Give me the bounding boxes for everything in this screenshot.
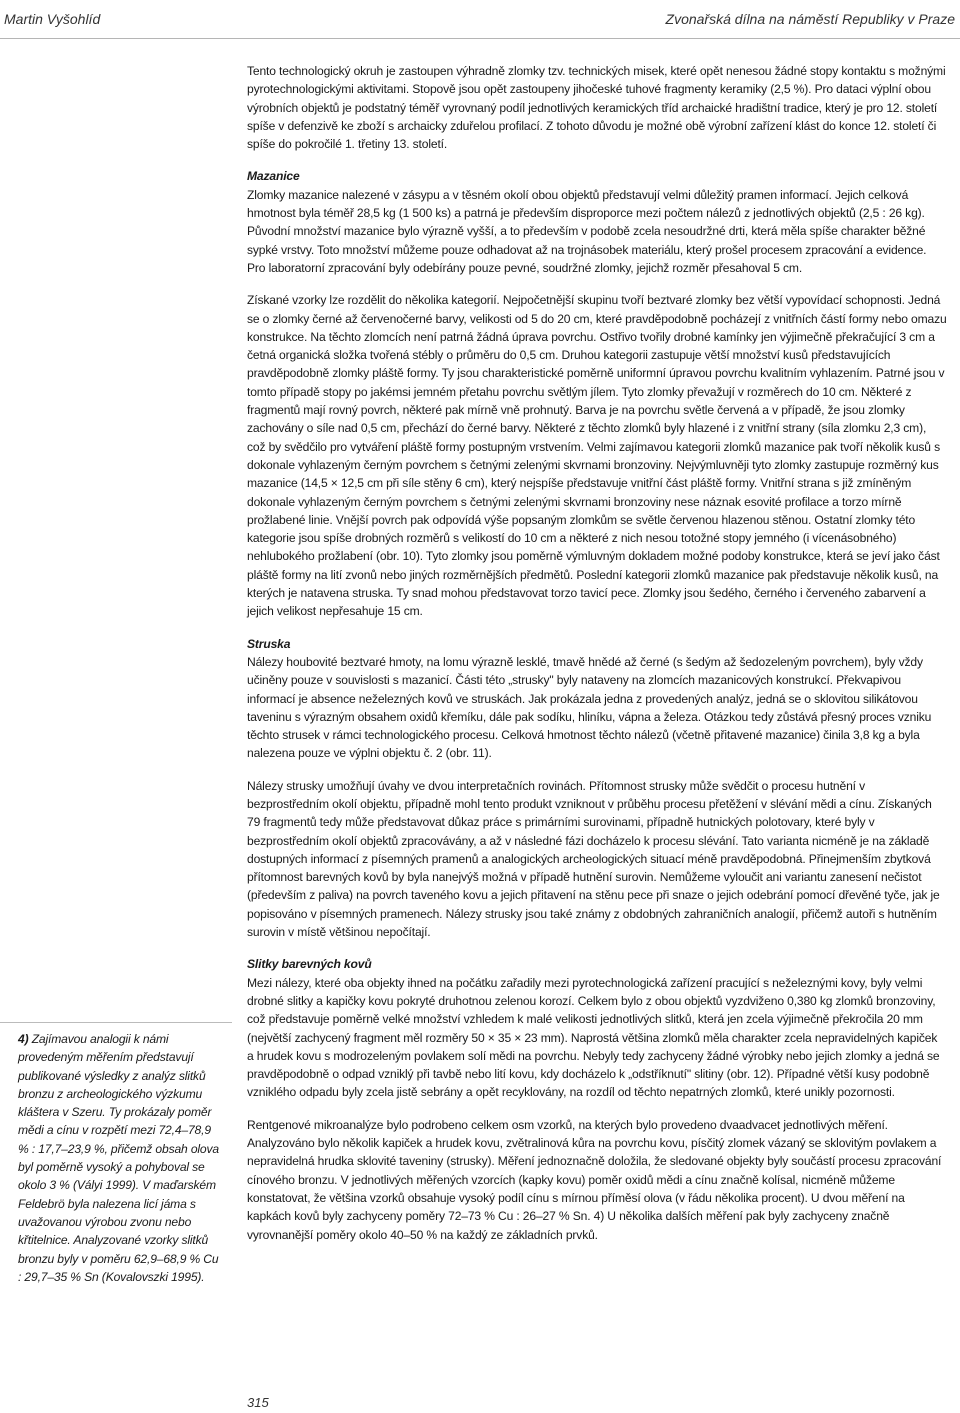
section-heading-mazanice: Mazanice xyxy=(247,169,300,184)
main-column xyxy=(247,62,947,1258)
section-mazanice xyxy=(247,167,947,620)
slitky-paragraph-1: Mezi nálezy, které oba objekty ihned na počátku zařadily mezi pyrotechnologická zařízení pracující s neželeznými kovy, byly velmi drobné slitky a kapičky kovu pokryté druhotnou zelenou korozí. Celkem bylo z obou objektů vyzdviženo 0,380 kg zlomků bronzoviny, což představuje poměrně velké množství vzhledem k malé velikosti jednotlivých slitků, která jen zcela výjimečně překročila 20 mm (největší zachycený fragment měl rozměry 50 × 35 × 23 mm). Naprostá většina zlomků měla charakter zcela nepravidelných kapiček a hrudek kovu s modrozeleným povlakem solí mědi na povrchu. Nebyly tedy zachyceny žádné výrobky nebo jejich zlomky a jedná se pravděpodobně o odpad vzniklý při tavbě nebo lití kovu, kdy docházelo k „odstříknutí" slitiny (obr. 12). Případné větší kusy podobně vzniklého odpadu byly zcela jistě sebrány a opět recyklovány, na rozdíl od těchto nepatrných zlomků, které unikly pozornosti. xyxy=(247,975,940,1100)
page-number: 315 xyxy=(247,1395,269,1410)
slitky-paragraph-2: Rentgenové mikroanalýze bylo podrobeno celkem osm vzorků, na kterých bylo provedeno dvaadvacet jednotlivých měření. Analyzováno bylo několik kapiček a hrudek kovu, zvětralinová kůra na povrchu kovu, písčitý zlomek vázaný se sklovitým povlakem a nepravidelná hrudka sklovité taveniny (strusky). Měření jednoznačně doložila, že sledované objekty byly součástí procesu zpracování cínového bronzu. V jednotlivých měřených vzorcích (kapky kovu) poměr oxidů mědi a cínu značně kolísal, nicméně můžeme konstatovat, že většina vzorků obsahuje vysoký podíl cínu s mírnou příměsí olova (v řádu několika procent). U dvou měření na kapkách kovů byly zachyceny poměry 72–73 % Cu : 26–27 % Sn. 4) U několika dalších měření pak byly zachyceny značně vyrovnanější poměry okolo 40–50 % na každý ze základních prvků. xyxy=(247,1117,942,1242)
footnote-divider xyxy=(0,1022,232,1023)
mazanice-paragraph-2: Získané vzorky lze rozdělit do několika kategorií. Nejpočetnější skupinu tvoří beztvaré zlomky bez větší vypovídací schopnosti. Jedná se o zlomky černé až červenočerné barvy, velikosti od 5 do 20 cm, které pravděpodobně pocházejí z vnitřních částí formy nebo omazu konstrukce. Na těchto zlomcích není patrná žádná úprava povrchu. Ostřivo tvořily drobné kamínky jen výjimečně překračující 3 cm a četná organická složka tvořená stébly o průměru do 0,5 cm. Druhou kategorii zastupuje větší množství kusů představujících pravděpodobně zlomky pláště formy. Ty jsou charakteristické poměrně uniformní úpravou povrchu kvalitním vyhlazením. Patrné jsou v tomto případě stopy po jakémsi jemném přetahu povrchu světlým jílem. Tyto zlomky převažují v rozměrech do 10 cm. Některé z fragmentů mají rovný povrch, některé pak mírně vně prohnutý. Barva je na povrchu světle červená a v případě, že jsou zlomky zachovány o síle nad 0,5 cm, přechází do černé barvy. Některé z těchto zlomků byly hlazené i z vnitřní strany (síla zlomku 2,3 cm), což by svědčilo pro vytváření pláště formy postupným vrstvením. Velmi zajímavou kategorii zlomků mazanice pak tvoří několik kusů s dokonale vyhlazeným černým povrchem s četnými zelenými skvrnami bronzoviny. Nejvýmluvněji tyto zlomky zastupuje rozměrný kus mazanice (14,5 × 12,5 cm při síle stěny 6 cm), který nejspíše představuje vnitřní část pláště formy. Vnitřní strana s již zmíněným dokonale vyhlazeným černým povrchem s četnými zelenými skvrnami bronzoviny nese náznak esovité profilace a torzo mírně prožlabené linie. Vnější povrch pak odpovídá výše popsaným zlomkům se světle červenou hlazenou stěnou. Ostatní zlomky této kategorie jsou spíše drobných rozměrů s velikostí do 10 cm a některé z nich nesou totožné stopy jemného (i vícenásobného) nehlubokého prožlabení (obr. 10). Tyto zlomky jsou poměrně výmluvným dokladem možné podoby konstrukce, která se jeví jako část pláště formy na lití zvonů nebo jiných rozměrnějších předmětů. Poslední kategorii zlomků mazanice pak představuje několik kusů, na kterých je natavena struska. Ty snad mohou představovat torzo tavicí pece. Zlomky jsou šedého, černého i červeného zabarvení a jejich velikost nepřesahuje 15 cm. xyxy=(247,293,947,619)
footnote-number: 4) xyxy=(18,1032,29,1046)
footnote-text: Zajímavou analogii k námi provedeným měřením představují publikované výsledky z analýz slitků bronzu z archeologického výzkumu kláštera v Szeru. Ty prokázaly poměr mědi a cínu v rozpětí mezi 72,4–78,9 % : 17,7–23,9 %, přičemž obsah olova byl poměrně vysoký a pohyboval se okolo 3 % (Vályi 1999). V maďarském Feldebrö byla nalezena licí jáma s uvažovanou výrobou zvonu nebo křtitelnice. Analyzované vzorky slitků bronzu byly v poměru 62,9–68,9 % Cu : 29,7–35 % Sn (Kovalovszki 1995). xyxy=(18,1032,219,1284)
header-author: Martin Vyšohlíd xyxy=(4,11,101,27)
section-heading-slitky: Slitky barevných kovů xyxy=(247,957,372,972)
intro-paragraph: Tento technologický okruh je zastoupen výhradně zlomky tzv. technických misek, které opět nenesou žádné stopy kontaktu s možnými pyrotechnologickými aktivitami. Stopově jsou opět zastoupeny jihočeské tuhové fragmenty keramiky (2,5 %). Pro dataci výplní obou výrobních objektů je podstatný téměř vyrovnaný podíl jednotlivých keramických tříd archaické hradištní tradice, který je pro 12. století spíše v defenzivě ke zboží s archaicky zduřelou profilací. Z tohoto důvodu je možné obě výrobní zařízení klást do konce 12. století či spíše do pokročilé 1. třetiny 13. století. xyxy=(247,64,946,152)
mazanice-paragraph-1: Zlomky mazanice nalezené v zásypu a v těsném okolí obou objektů představují velmi důležitý pramen informací. Jejich celková hmotnost byla téměř 28,5 kg (1 500 ks) a patrná je především disproporce mezi počtem nálezů z jednotlivých objektů (2,5 : 26 kg). Původní množství mazanice bylo výrazně vyšší, a to především v podobě zcela nesoudržné drti, která měla spíše charakter běžné sypké vrstvy. Toto množství můžeme pouze odhadovat až na trojnásobek materiálu, který prošel procesem zpracování a evidence. Pro laboratorní zpracování byly odebírány pouze pevné, soudržné zlomky, jejichž rozměr přesahoval 5 cm. xyxy=(247,187,927,275)
section-struska xyxy=(247,635,947,942)
struska-paragraph-2: Nálezy strusky umožňují úvahy ve dvou interpretačních rovinách. Přítomnost strusky může svědčit o procesu hutnění v bezprostředním okolí objektu, případně mohl tento produkt vzniknout v průběhu procesu přetěžení v slévání mědi a cínu. Získaných 79 fragmentů tedy může představovat důkaz práce s primárními surovinami, případně hutnických polotovary, které byly v bezprostředním okolí objektů zpracovávány, a až v následné fázi docházelo k procesu slévání. Tato varianta nicméně je na základě dostupných informací z písemných pramenů a analogických archeologických situací méně pravděpodobná. Přinejmenším zbytková přítomnost barevných kovů by byla nanejvýš možná v případě hutnění surovin. Nemůžeme vyloučit ani variantu zanesení nečistot (především z paliva) na povrch taveného kovu a jejich přitavení na stěnu pece při snaze o jejich odebrání pomocí dřevěné tyče, jak je popisováno v písemných pramenech. Nálezy strusky jsou také známy z obdobných zahraničních analogií, přičemž autoři s hutněním surovin v místě většinou nepočítají. xyxy=(247,778,940,940)
struska-paragraph-1: Nálezy houbovité beztvaré hmoty, na lomu výrazně lesklé, tmavě hnědé až černé (s šedým až šedozeleným povrchem), byly vždy učiněny pouze v souvislosti s mazanicí. Části této „strusky" byly nataveny na zlomcích mazanicových konstrukcí. Překvapivou informací je absence neželezných kovů ve struskách. Jak prokázala jedna z provedených analýz, jedná se o sklovitou silikátovou taveninu s výrazným obsahem oxidů křemíku, dále pak sodíku, hliníku, vápna a železa. Otázkou tedy zůstává přesný proces vzniku těchto strusek v rámci technologického procesu. Celková hmotnost těchto nálezů (včetně přitavené mazanice) činila 3,8 kg a byla nalezena pouze ve výplni objektu č. 2 (obr. 11). xyxy=(247,654,932,761)
footnote xyxy=(18,1030,223,1286)
section-heading-struska: Struska xyxy=(247,636,291,651)
section-slitky xyxy=(247,955,947,1243)
header-title: Zvonařská dílna na náměstí Republiky v Praze xyxy=(665,11,955,27)
running-header xyxy=(0,0,960,39)
